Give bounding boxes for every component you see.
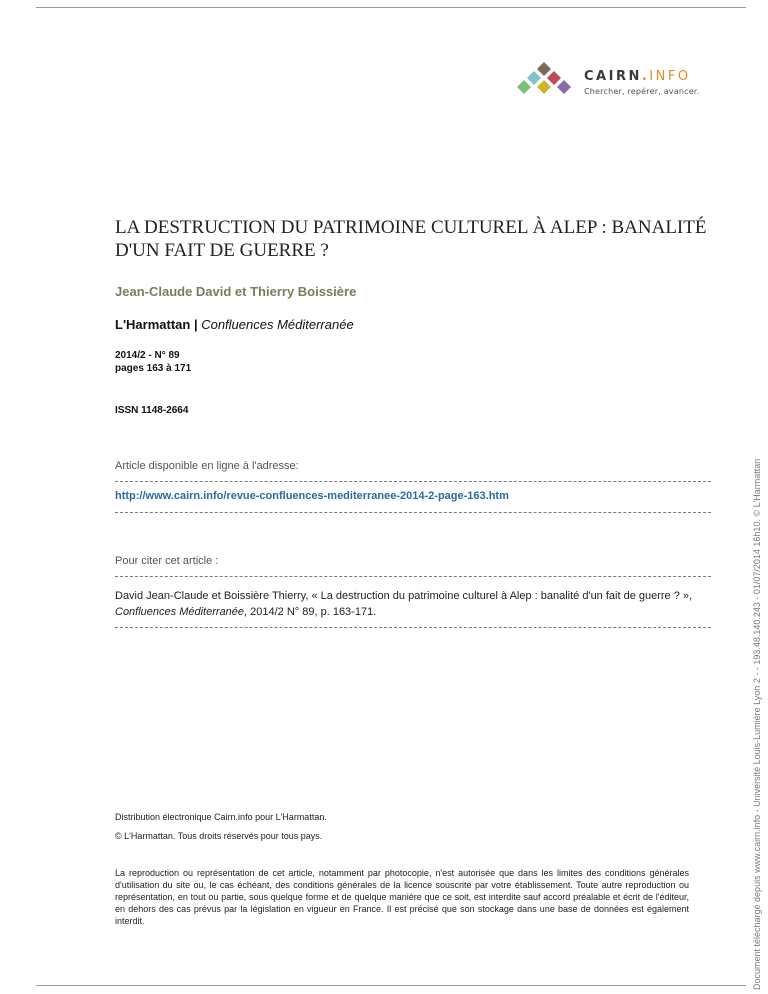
dashed-divider: [115, 627, 711, 628]
distribution-note: Distribution électronique Cairn.info pour L'Harmattan.: [115, 812, 327, 822]
issue-number: 2014/2 - N° 89: [115, 350, 180, 361]
cairn-wordmark: CAIRN.INFO: [584, 69, 691, 84]
cite-label: Pour citer cet article :: [115, 555, 219, 567]
citation-main: David Jean-Claude et Boissière Thierry, « La destruction du patrimoine culturel à Alep : banalité d'un fait de guerre ? »,: [115, 590, 693, 602]
dashed-divider: [115, 481, 711, 482]
bottom-rule: [36, 985, 746, 986]
article-title: [115, 216, 735, 262]
copyright-note: © L'Harmattan. Tous droits réservés pour tous pays.: [115, 831, 323, 841]
citation-text: [115, 588, 725, 620]
legal-notice: La reproduction ou représentation de cet article, notamment par photocopie, n'est autorisée que dans les limites des conditions générales d'utilisation du site ou, le cas échéant, des conditions générales de la licence souscrite par votre établissement. Toute autre reproduction ou représentation, en tout ou partie, sous quelque forme et de quelque manière que ce soit, est interdite sauf accord préalable et écrit de l'éditeur, en dehors des cas prévus par la législation en vigueur en France. Il est précisé que son stockage dans une base de données est également interdit.: [115, 868, 689, 926]
title-line-2: D'UN FAIT DE GUERRE ?: [115, 240, 329, 261]
download-watermark: Document téléchargé depuis www.cairn.info - Université Louis-Lumière Lyon 2 - - 193.48.140.243 - 01/07/2014 16h10. © L'Harmattan: [752, 458, 762, 990]
title-line-1: LA DESTRUCTION DU PATRIMOINE CULTUREL À ALEP : BANALITÉ: [115, 217, 707, 238]
issn: ISSN 1148-2664: [115, 405, 189, 416]
dashed-divider: [115, 512, 711, 513]
publisher-separator: |: [190, 317, 202, 332]
dashed-divider: [115, 576, 711, 577]
citation-tail: , 2014/2 N° 89, p. 163-171.: [244, 606, 377, 618]
cairn-tagline: Chercher, repérer, avancer.: [584, 87, 700, 96]
page-range: pages 163 à 171: [115, 363, 192, 374]
publisher-name: L'Harmattan: [115, 317, 191, 332]
cairn-diamonds-icon: [512, 62, 582, 102]
article-url-link[interactable]: http://www.cairn.info/revue-confluences-mediterranee-2014-2-page-163.htm: [115, 490, 509, 502]
online-label: Article disponible en ligne à l'adresse:: [115, 460, 299, 472]
publisher-line: [115, 317, 354, 332]
article-authors: Jean-Claude David et Thierry Boissière: [115, 284, 357, 299]
citation-journal: Confluences Méditerranée: [115, 606, 245, 618]
top-rule: [36, 7, 746, 8]
issue-info: [115, 349, 191, 375]
cairn-logo[interactable]: [512, 62, 712, 102]
journal-name: Confluences Méditerranée: [201, 317, 354, 332]
